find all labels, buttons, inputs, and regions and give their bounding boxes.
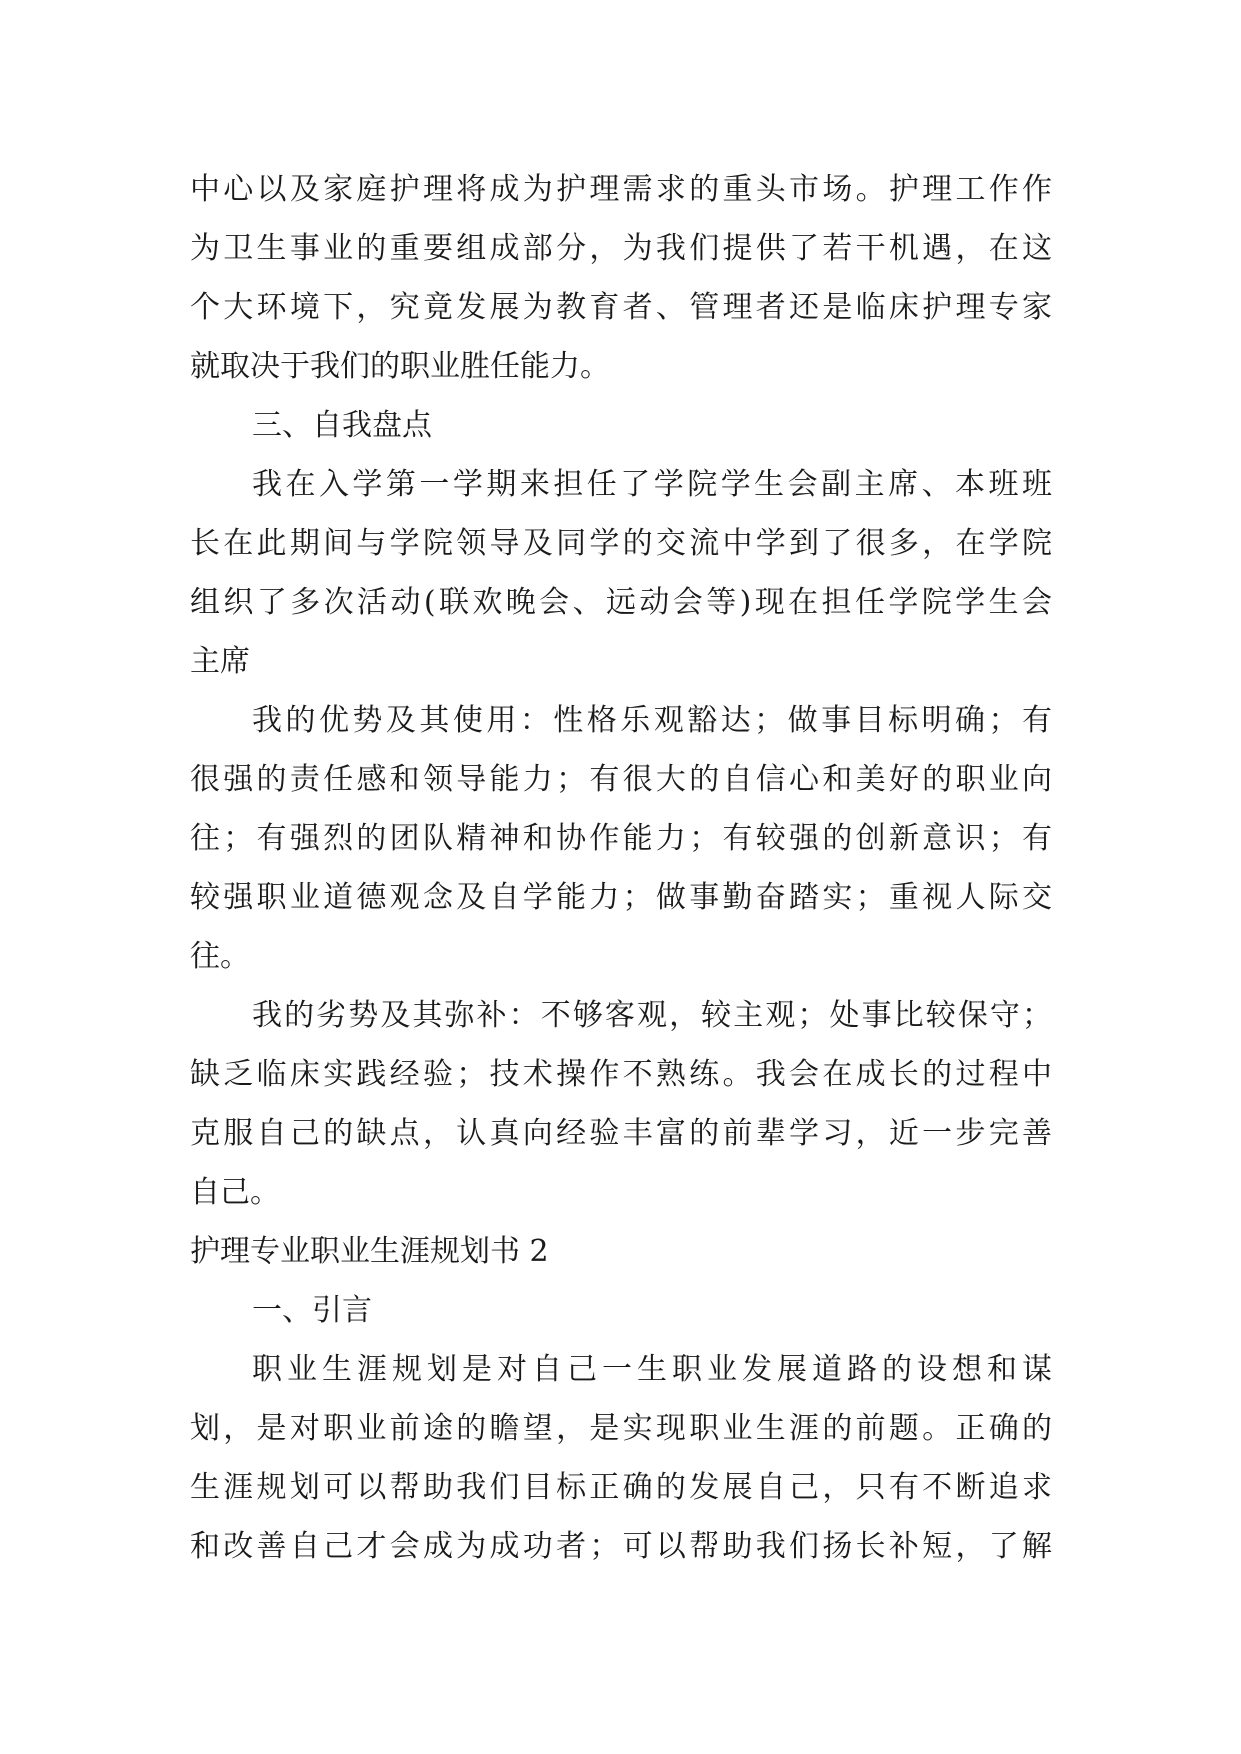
body-line: 生涯规划可以帮助我们目标正确的发展自己，只有不断追求 — [190, 1470, 1052, 1505]
body-line: 组织了多次活动(联欢晚会、远动会等)现在担任学院学生会 — [190, 585, 1052, 620]
body-line: 划，是对职业前途的瞻望，是实现职业生涯的前题。正确的 — [190, 1411, 1052, 1446]
body-line: 我的优势及其使用：性格乐观豁达；做事目标明确；有 — [252, 703, 1052, 738]
body-line: 主席 — [190, 644, 250, 679]
body-line: 往；有强烈的团队精神和协作能力；有较强的创新意识；有 — [190, 821, 1052, 856]
body-line: 克服自己的缺点，认真向经验丰富的前辈学习，近一步完善 — [190, 1116, 1052, 1151]
section-heading: 一、引言 — [252, 1293, 372, 1328]
body-line: 往。 — [190, 939, 250, 974]
document-title: 护理专业职业生涯规划书 2 — [190, 1234, 549, 1269]
body-line: 就取决于我们的职业胜任能力。 — [190, 349, 610, 384]
section-heading: 三、自我盘点 — [252, 408, 432, 443]
document-body — [190, 160, 1052, 1576]
body-line: 为卫生事业的重要组成部分，为我们提供了若干机遇，在这 — [190, 231, 1052, 266]
body-line: 我在入学第一学期来担任了学院学生会副主席、本班班 — [252, 467, 1052, 502]
body-line: 很强的责任感和领导能力；有很大的自信心和美好的职业向 — [190, 762, 1052, 797]
body-line: 中心以及家庭护理将成为护理需求的重头市场。护理工作作 — [190, 172, 1052, 207]
body-line: 和改善自己才会成为成功者；可以帮助我们扬长补短，了解 — [190, 1529, 1052, 1564]
body-line: 较强职业道德观念及自学能力；做事勤奋踏实；重视人际交 — [190, 880, 1052, 915]
body-line: 职业生涯规划是对自己一生职业发展道路的设想和谋 — [252, 1352, 1052, 1387]
body-line: 缺乏临床实践经验；技术操作不熟练。我会在成长的过程中 — [190, 1057, 1052, 1092]
body-line: 我的劣势及其弥补：不够客观，较主观；处事比较保守； — [252, 998, 1052, 1033]
body-line: 个大环境下，究竟发展为教育者、管理者还是临床护理专家 — [190, 290, 1052, 325]
body-line: 长在此期间与学院领导及同学的交流中学到了很多，在学院 — [190, 526, 1052, 561]
body-line: 自己。 — [190, 1175, 280, 1210]
